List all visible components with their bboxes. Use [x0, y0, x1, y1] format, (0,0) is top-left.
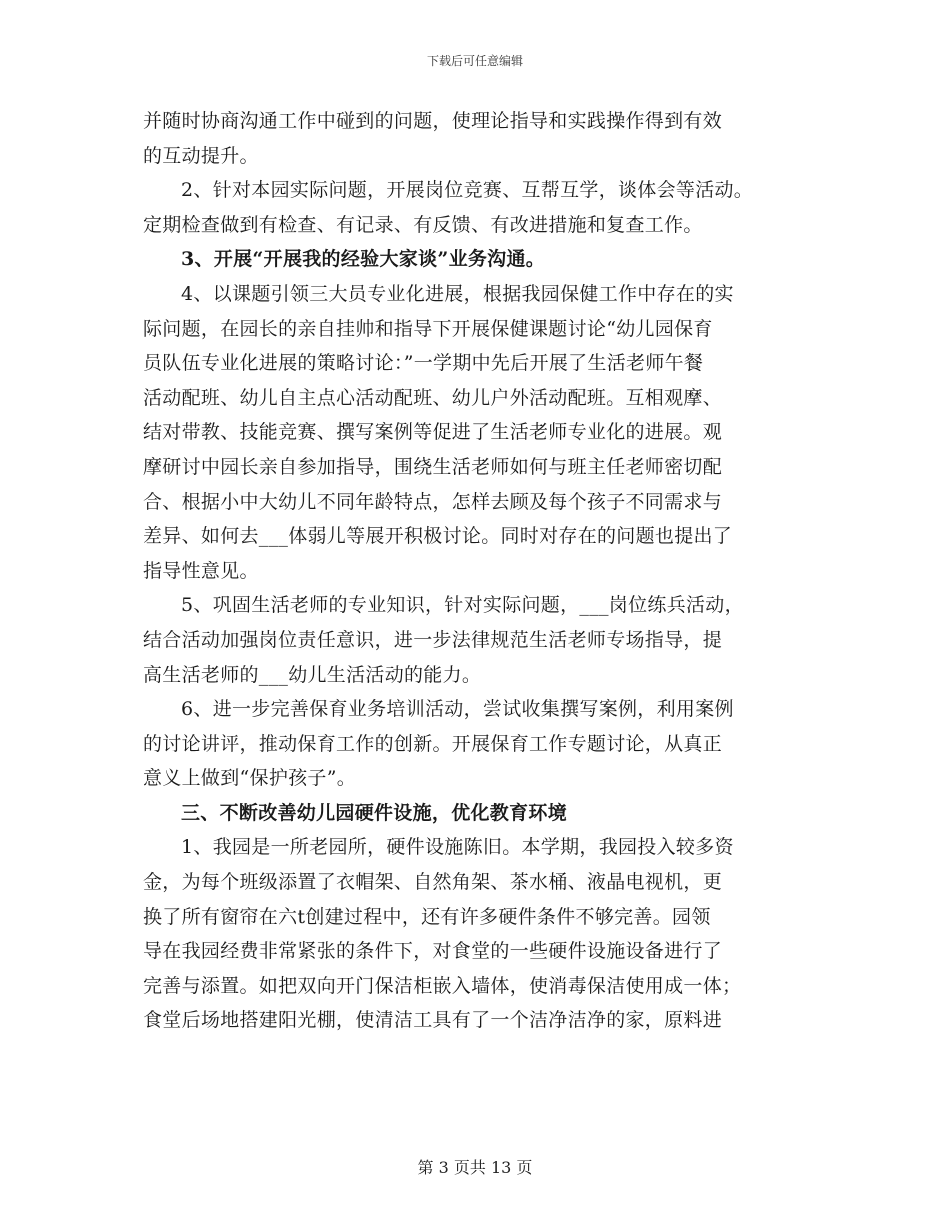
paragraph-line: 定期检查做到有检查、有记录、有反馈、有改进措施和复查工作。: [143, 213, 703, 236]
paragraph-line: 食堂后场地搭建阳光棚，使清洁工具有了一个洁净洁净的家，原料进: [143, 1009, 723, 1032]
paragraph-line: 活动配班、幼儿自主点心活动配班、幼儿户外活动配班。互相观摩、: [143, 386, 723, 409]
paragraph-line: 并随时协商沟通工作中碰到的问题，使理论指导和实践操作得到有效: [143, 110, 723, 132]
paragraph-line: 导在我园经费非常紧张的条件下，对食堂的一些硬件设施设备进行了: [143, 940, 723, 963]
paragraph-line: 的互动提升。: [143, 144, 259, 167]
paragraph-line: 际问题，在园长的亲自挂帅和指导下开展保健课题讨论“幼儿园保育: [143, 317, 713, 340]
paragraph-line: 金，为每个班级添置了衣帽架、自然角架、茶水桶、液晶电视机，更: [143, 871, 723, 894]
paragraph-line: 1、我园是一所老园所，硬件设施陈旧。本学期，我园投入较多资: [181, 836, 734, 859]
paragraph-line: 意义上做到“保护孩子”。: [143, 767, 357, 790]
paragraph-line: 4、以课题引领三大员专业化进展，根据我园保健工作中存在的实: [181, 282, 734, 305]
paragraph-line: 换了所有窗帘在六t创建过程中，还有许多硬件条件不够完善。园领: [143, 905, 711, 928]
paragraph-line: 员队伍专业化进展的策略讨论：”一学期中先后开展了生活老师午餐: [143, 352, 704, 375]
paragraph-line: 差异、如何去___体弱儿等展开积极讨论。同时对存在的问题也提出了: [143, 525, 733, 548]
paragraph-line: 结合活动加强岗位责任意识，进一步法律规范生活老师专场指导，提: [143, 628, 723, 651]
paragraph-line: 指导性意见。: [143, 559, 259, 582]
paragraph-line: 完善与添置。如把双向开门保洁柜嵌入墙体，使消毒保洁使用成一体；: [143, 974, 742, 997]
paragraph-line: 合、根据小中大幼儿不同年龄特点，怎样去顾及每个孩子不同需求与: [143, 490, 723, 513]
paragraph-line: 5、巩固生活老师的专业知识，针对实际问题，___岗位练兵活动，: [181, 594, 744, 617]
section-heading-line: 3、开展“开展我的经验大家谈”业务沟通。: [181, 248, 546, 271]
page-number-footer: 第 3 页共 13 页: [417, 1158, 533, 1177]
paragraph-line: 高生活老师的___幼儿生活活动的能力。: [143, 663, 482, 686]
paragraph-line: 2、针对本园实际问题，开展岗位竞赛、互帮互学，谈体会等活动。: [181, 179, 754, 202]
paragraph-line: 结对带教、技能竞赛、撰写案例等促进了生活老师专业化的进展。观: [143, 421, 723, 444]
paragraph-line: 的讨论讲评，推动保育工作的创新。开展保育工作专题讨论，从真正: [143, 732, 723, 755]
document-body: [143, 104, 823, 1038]
page-header-note: 下载后可任意编辑: [426, 54, 523, 68]
paragraph-line: 摩研讨中园长亲自参加指导，围绕生活老师如何与班主任老师密切配: [143, 455, 723, 478]
paragraph-line: 6、进一步完善保育业务培训活动，尝试收集撰写案例，利用案例: [181, 698, 734, 721]
section-heading-line: 三、不断改善幼儿园硬件设施，优化教育环境: [181, 801, 568, 824]
